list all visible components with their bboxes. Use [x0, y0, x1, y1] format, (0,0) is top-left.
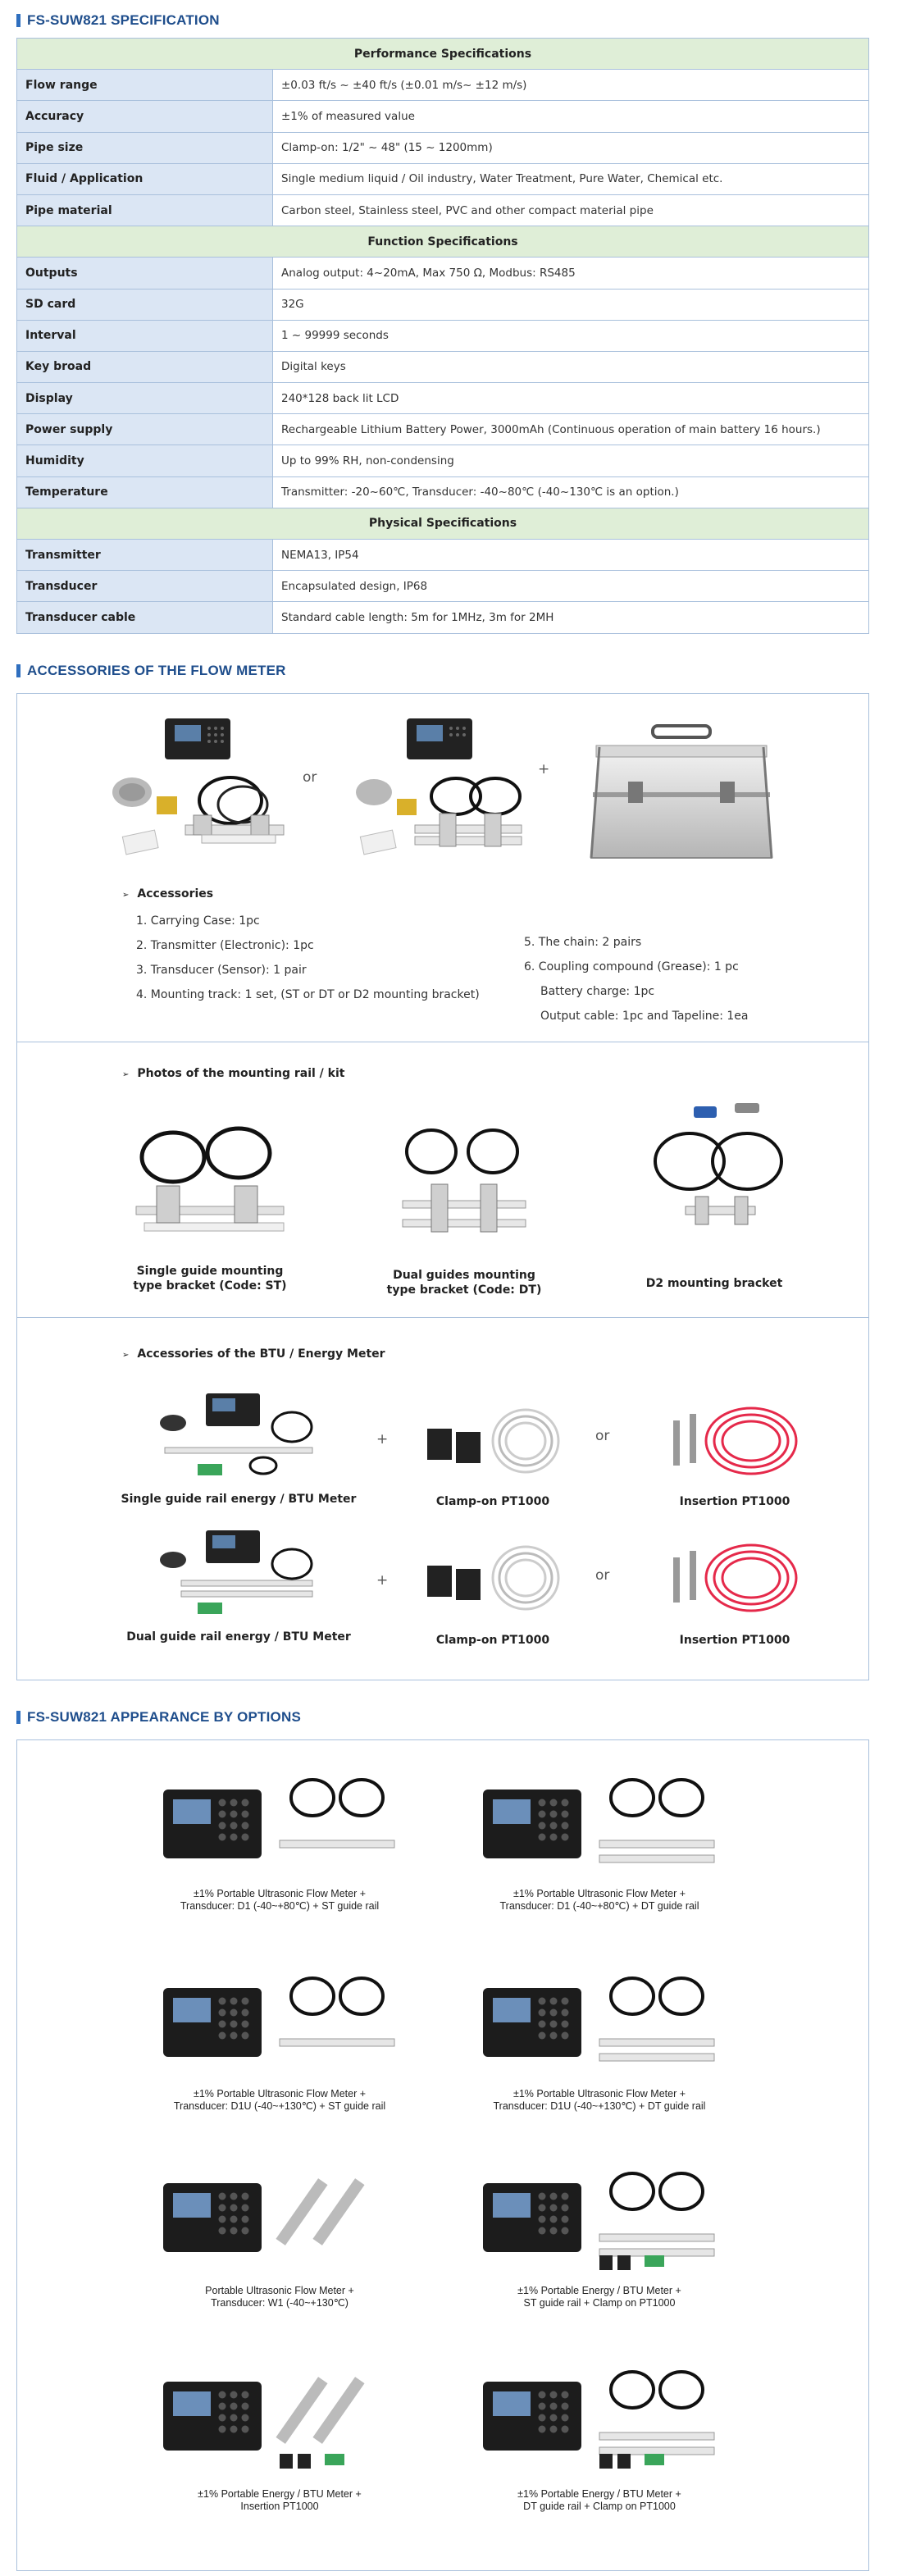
- insertion-pt1000-image: [657, 1396, 813, 1486]
- option-image-5: [157, 2159, 403, 2273]
- spec-key: Flow range: [17, 70, 273, 101]
- btu-caption-insertion-2: Insertion PT1000: [679, 1633, 790, 1647]
- or-separator: or: [595, 1427, 610, 1444]
- spec-key: Power supply: [17, 414, 273, 445]
- option-caption-3: [140, 2088, 419, 2113]
- spec-row: [17, 476, 869, 508]
- option-caption-line2: DT guide rail + Clamp on PT1000: [523, 2500, 676, 2512]
- spec-row: [17, 289, 869, 320]
- rail-caption-dt: Dual guides mounting type bracket (Code: DT): [386, 1268, 542, 1297]
- flow-meter-kit-dt-image: [349, 710, 530, 874]
- spec-key: Humidity: [17, 445, 273, 476]
- d2-bracket-image: [645, 1100, 792, 1247]
- spec-value: ±1% of measured value: [273, 101, 869, 132]
- accessory-item: 6. Coupling compound (Grease): 1 pc: [524, 960, 739, 973]
- option-caption-line2: Transducer: D1 (-40~+80℃) + DT guide rail: [499, 1899, 699, 1912]
- option-caption-line1: ±1% Portable Ultrasonic Flow Meter +: [193, 1887, 367, 1899]
- option-caption-line1: ±1% Portable Ultrasonic Flow Meter +: [193, 2087, 367, 2100]
- section-marker-icon: [16, 1711, 20, 1724]
- option-caption-line2: Transducer: D1U (-40~+130℃) + DT guide rail: [493, 2100, 706, 2112]
- spec-row: [17, 540, 869, 571]
- spec-key: Transducer: [17, 571, 273, 602]
- spec-group-title: Function Specifications: [17, 226, 869, 258]
- option-caption-line2: Transducer: D1U (-40~+130℃) + ST guide rail: [173, 2100, 386, 2112]
- spec-row: [17, 258, 869, 289]
- option-caption-4: [460, 2088, 739, 2113]
- option-caption-line1: Portable Ultrasonic Flow Meter +: [205, 2284, 354, 2296]
- spec-group-title: Physical Specifications: [17, 508, 869, 539]
- option-caption-line2: Transducer: W1 (-40~+130℃): [211, 2296, 348, 2309]
- spec-value: Clamp-on: 1/2" ~ 48" (15 ~ 1200mm): [273, 132, 869, 163]
- carrying-case-image: [583, 723, 780, 870]
- option-caption-line2: ST guide rail + Clamp on PT1000: [523, 2296, 676, 2309]
- spec-value: 32G: [273, 289, 869, 320]
- spec-key: Key broad: [17, 351, 273, 382]
- spec-key: Transmitter: [17, 540, 273, 571]
- spec-key: SD card: [17, 289, 273, 320]
- option-image-2: [476, 1765, 722, 1880]
- spec-row: [17, 132, 869, 163]
- spec-row: [17, 194, 869, 226]
- spec-table: [16, 38, 869, 634]
- appearance-box: [16, 1739, 869, 2571]
- rail-heading: ➢ Photos of the mounting rail / kit: [122, 1066, 345, 1080]
- btu-caption-clamp-1: Clamp-on PT1000: [435, 1494, 550, 1508]
- spec-row: [17, 320, 869, 351]
- option-caption-5: [140, 2285, 419, 2309]
- spec-row: [17, 101, 869, 132]
- accessory-item: 2. Transmitter (Electronic): 1pc: [136, 938, 314, 952]
- spec-row: [17, 351, 869, 382]
- flow-meter-kit-st-image: [107, 710, 296, 874]
- spec-key: Fluid / Application: [17, 163, 273, 194]
- spec-section-title: FS-SUW821 SPECIFICATION: [16, 10, 886, 31]
- option-caption-7: [140, 2488, 419, 2513]
- accessory-item: 3. Transducer (Sensor): 1 pair: [136, 963, 307, 977]
- kit-panel: [17, 694, 868, 1042]
- spec-key: Outputs: [17, 258, 273, 289]
- insertion-pt1000-image: [657, 1533, 813, 1623]
- spec-value: 240*128 back lit LCD: [273, 383, 869, 414]
- accessories-box: [16, 693, 869, 1680]
- section-marker-icon: [16, 14, 20, 27]
- spec-row: [17, 383, 869, 414]
- spec-value: 1 ~ 99999 seconds: [273, 320, 869, 351]
- clamp-on-pt1000-image: [411, 1396, 575, 1486]
- spec-value: NEMA13, IP54: [273, 540, 869, 571]
- st-bracket-image: [124, 1108, 296, 1247]
- spec-value: Transmitter: -20~60℃, Transducer: -40~80℃ (-40~130℃ is an option.): [273, 476, 869, 508]
- spec-value: Rechargeable Lithium Battery Power, 3000mAh (Continuous operation of main battery 16 hours.): [273, 414, 869, 445]
- btu-caption-single: Single guide rail energy / BTU Meter: [121, 1492, 357, 1506]
- section-marker-icon: [16, 664, 20, 677]
- spec-value: Carbon steel, Stainless steel, PVC and other compact material pipe: [273, 194, 869, 226]
- option-caption-8: [460, 2488, 739, 2513]
- option-image-1: [157, 1765, 403, 1880]
- accessory-item: 1. Carrying Case: 1pc: [136, 914, 260, 928]
- spec-value: Analog output: 4~20mA, Max 750 Ω, Modbus: RS485: [273, 258, 869, 289]
- mounting-rail-panel: [17, 1042, 868, 1317]
- or-separator: or: [595, 1566, 610, 1584]
- clamp-on-pt1000-image: [411, 1533, 575, 1623]
- spec-row: [17, 414, 869, 445]
- spec-row: [17, 163, 869, 194]
- accessories-list-right: [524, 930, 749, 1028]
- page: [0, 10, 902, 2571]
- arrow-bullet-icon: ➢: [122, 890, 130, 900]
- spec-row: [17, 602, 869, 633]
- option-caption-line1: ±1% Portable Energy / BTU Meter +: [517, 2487, 681, 2500]
- option-image-7: [157, 2357, 403, 2472]
- spec-value: Single medium liquid / Oil industry, Water Treatment, Pure Water, Chemical etc.: [273, 163, 869, 194]
- btu-caption-clamp-2: Clamp-on PT1000: [435, 1633, 550, 1647]
- plus-separator: +: [376, 1571, 389, 1589]
- spec-key: Interval: [17, 320, 273, 351]
- plus-separator: +: [538, 760, 550, 777]
- rail-caption-d2: D2 mounting bracket: [645, 1276, 783, 1290]
- option-image-4: [476, 1963, 722, 2078]
- btu-single-kit-image: [148, 1390, 329, 1480]
- spec-value: Up to 99% RH, non-condensing: [273, 445, 869, 476]
- option-image-3: [157, 1963, 403, 2078]
- accessory-item: Output cable: 1pc and Tapeline: 1ea: [540, 1009, 749, 1023]
- spec-key: Display: [17, 383, 273, 414]
- spec-group-header: [17, 508, 869, 539]
- btu-caption-insertion-1: Insertion PT1000: [679, 1494, 790, 1508]
- accessory-item: Battery charge: 1pc: [540, 984, 655, 998]
- arrow-bullet-icon: ➢: [122, 1350, 130, 1360]
- spec-row: [17, 445, 869, 476]
- accessories-section-title: ACCESSORIES OF THE FLOW METER: [16, 660, 886, 682]
- option-caption-2: [460, 1888, 739, 1913]
- dt-bracket-image: [394, 1115, 534, 1246]
- option-caption-6: [460, 2285, 739, 2309]
- option-image-6: [476, 2159, 722, 2273]
- spec-group-title: Performance Specifications: [17, 39, 869, 70]
- accessory-item: 5. The chain: 2 pairs: [524, 935, 642, 949]
- plus-separator: +: [376, 1430, 389, 1448]
- spec-value: Encapsulated design, IP68: [273, 571, 869, 602]
- spec-group-header: [17, 39, 869, 70]
- spec-row: [17, 70, 869, 101]
- btu-heading: ➢ Accessories of the BTU / Energy Meter: [122, 1347, 385, 1361]
- spec-group-header: [17, 226, 869, 258]
- accessories-list-left: [136, 909, 480, 1007]
- or-separator: or: [303, 768, 317, 786]
- spec-value: Digital keys: [273, 351, 869, 382]
- option-caption-line1: ±1% Portable Energy / BTU Meter +: [517, 2284, 681, 2296]
- option-caption-line1: ±1% Portable Ultrasonic Flow Meter +: [512, 2087, 686, 2100]
- spec-key: Transducer cable: [17, 602, 273, 633]
- arrow-bullet-icon: ➢: [122, 1069, 130, 1079]
- option-caption-line2: Transducer: D1 (-40~+80℃) + ST guide rail: [180, 1899, 380, 1912]
- btu-panel: [17, 1317, 868, 1680]
- spec-row: [17, 571, 869, 602]
- spec-value: ±0.03 ft/s ~ ±40 ft/s (±0.01 m/s~ ±12 m/s): [273, 70, 869, 101]
- btu-dual-kit-image: [148, 1527, 329, 1617]
- accessories-heading: ➢ Accessories: [122, 887, 214, 900]
- option-image-8: [476, 2357, 722, 2472]
- option-caption-line1: ±1% Portable Energy / BTU Meter +: [198, 2487, 362, 2500]
- option-caption-line2: Insertion PT1000: [240, 2500, 319, 2512]
- option-caption-1: [140, 1888, 419, 1913]
- spec-key: Pipe material: [17, 194, 273, 226]
- accessory-item: 4. Mounting track: 1 set, (ST or DT or D2 mounting bracket): [136, 987, 480, 1001]
- rail-caption-st: Single guide mounting type bracket (Code: ST): [133, 1264, 287, 1293]
- appearance-section-title: FS-SUW821 APPEARANCE BY OPTIONS: [16, 1707, 886, 1728]
- spec-key: Accuracy: [17, 101, 273, 132]
- btu-caption-dual: Dual guide rail energy / BTU Meter: [126, 1630, 351, 1644]
- spec-key: Temperature: [17, 476, 273, 508]
- spec-value: Standard cable length: 5m for 1MHz, 3m for 2MH: [273, 602, 869, 633]
- spec-key: Pipe size: [17, 132, 273, 163]
- option-caption-line1: ±1% Portable Ultrasonic Flow Meter +: [512, 1887, 686, 1899]
